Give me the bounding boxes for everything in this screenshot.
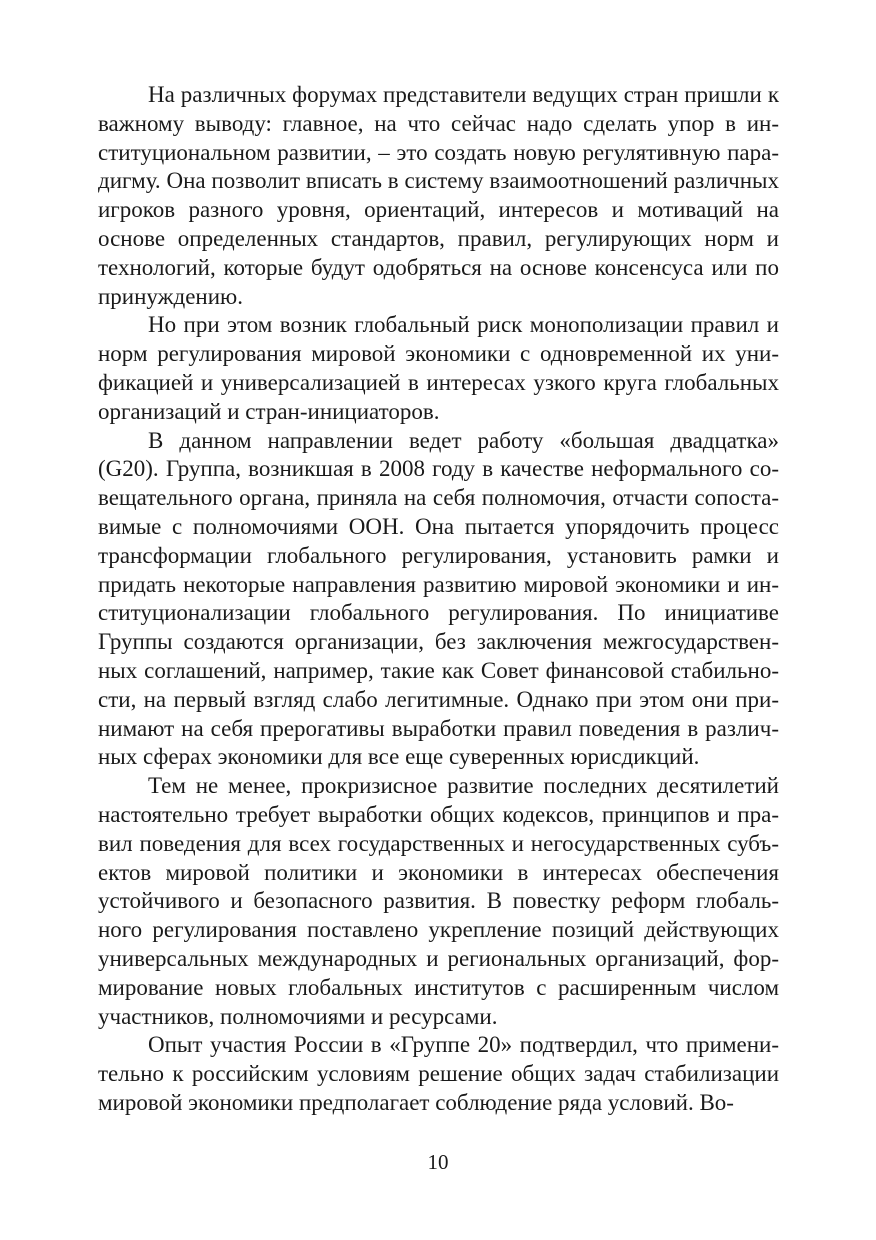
paragraph-1: На различных форумах представители ведущих стран пришли к важному выводу: главное, на что сейчас надо сделать упор в институциональном развитии, – это создать новую регулятивную парадигму. Она позволит вписать в систему взаимоотношений различных игроков разного уровня, ориентаций, интересов и мотиваций на основе определенных стандартов, правил, регулирующих норм и технологий, которые будут одобряться на основе консенсуса или по принуждению. xyxy=(98,82,779,309)
page-number: 10 xyxy=(427,1150,449,1174)
body-text xyxy=(98,81,779,1118)
paragraph-3: В данном направлении ведет работу «большая двадцатка» (G20). Группа, возникшая в 2008 году в качестве неформального совещательного органа, приняла на себя полномочия, отчасти сопоставимые с полномочиями ООН. Она пытается упорядочить процесс трансформации глобального регулирования, установить рамки и придать некоторые направления развитию мировой экономики и институционализации глобального регулирования. По инициативе Группы создаются организации, без заключения межгосударственных соглашений, например, такие как Совет финансовой стабильности, на первый взгляд слабо легитимные. Однако при этом они принимают на себя прерогативы выработки правил поведения в различных сферах экономики для все еще суверенных юрисдикций. xyxy=(98,427,779,770)
paragraph-4: Тем не менее, прокризисное развитие последних десятилетий настоятельно требует выработки общих кодексов, принципов и правил поведения для всех государственных и негосударственных субъектов мировой политики и экономики в интересах обеспечения устойчивого и безопасного развития. В повестку реформ глобального регулирования поставлено укрепление позиций действующих универсальных международных и региональных организаций, формирование новых глобальных институтов с расширенным числом участников, полномочиями и ресурсами. xyxy=(98,773,779,1029)
paragraph-5: Опыт участия России в «Группе 20» подтвердил, что применительно к российским условиям решение общих задач стабилизации мировой экономики предполагает соблюдение ряда условий. Во- xyxy=(98,1032,779,1115)
paragraph-2: Но при этом возник глобальный риск монополизации правил и норм регулирования мировой экономики с одновременной их унификацией и универсализацией в интересах узкого круга глобальных организаций и стран-инициаторов. xyxy=(98,312,779,424)
